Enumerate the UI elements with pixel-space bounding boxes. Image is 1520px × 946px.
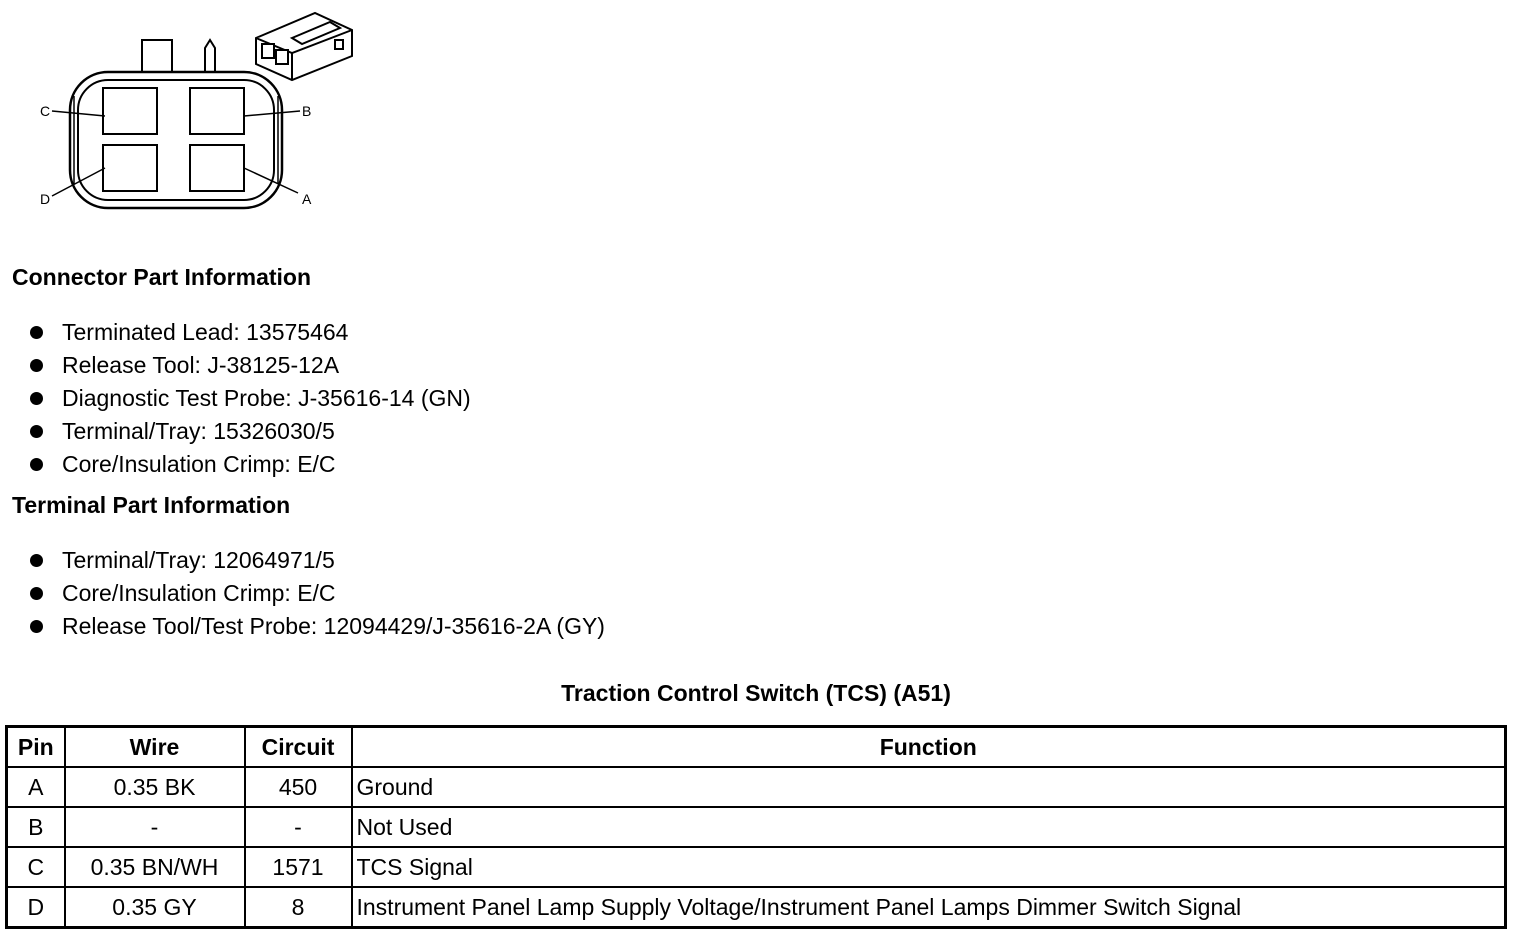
- cell-function: Not Used: [352, 807, 1506, 847]
- list-item: Terminated Lead: 13575464: [0, 316, 471, 349]
- cell-pin: C: [7, 847, 65, 887]
- list-item: Terminal/Tray: 12064971/5: [0, 544, 605, 577]
- pin-label-a: A: [302, 191, 312, 207]
- list-item: Core/Insulation Crimp: E/C: [0, 577, 605, 610]
- column-header-function: Function: [352, 727, 1506, 768]
- cell-circuit: 450: [245, 767, 352, 807]
- table-header-row: [7, 727, 1506, 768]
- pinout-table: [5, 725, 1507, 929]
- cell-wire: -: [65, 807, 245, 847]
- terminal-info-heading: Terminal Part Information: [12, 492, 291, 518]
- connector-thumbnail: [256, 13, 352, 80]
- pin-label-c: C: [40, 103, 51, 119]
- bullet-icon: [30, 554, 43, 567]
- pin-label-d: D: [40, 191, 51, 207]
- cell-function: Instrument Panel Lamp Supply Voltage/Instrument Panel Lamps Dimmer Switch Signal: [352, 887, 1506, 928]
- bullet-icon: [30, 587, 43, 600]
- cell-circuit: -: [245, 807, 352, 847]
- bullet-icon: [30, 458, 43, 471]
- cavity-b: [190, 88, 244, 134]
- cell-function: Ground: [352, 767, 1506, 807]
- cell-circuit: 1571: [245, 847, 352, 887]
- connector-latch: [205, 40, 215, 76]
- cell-wire: 0.35 BK: [65, 767, 245, 807]
- bullet-icon: [30, 359, 43, 372]
- list-item: Core/Insulation Crimp: E/C: [0, 448, 471, 481]
- cell-function: TCS Signal: [352, 847, 1506, 887]
- cell-pin: B: [7, 807, 65, 847]
- cell-pin: A: [7, 767, 65, 807]
- cavity-d: [103, 145, 157, 191]
- cavity-a: [190, 145, 244, 191]
- cell-circuit: 8: [245, 887, 352, 928]
- cell-wire: 0.35 BN/WH: [65, 847, 245, 887]
- connector-info-list: [0, 316, 471, 481]
- list-item: Terminal/Tray: 15326030/5: [0, 415, 471, 448]
- terminal-info-list: [0, 544, 605, 643]
- column-header-wire: Wire: [65, 727, 245, 768]
- pin-label-b: B: [302, 103, 312, 119]
- cell-pin: D: [7, 887, 65, 928]
- bullet-icon: [30, 425, 43, 438]
- bullet-icon: [30, 326, 43, 339]
- column-header-circuit: Circuit: [245, 727, 352, 768]
- table-row: [7, 847, 1506, 887]
- connector-diagram: [30, 8, 370, 223]
- bullet-icon: [30, 620, 43, 633]
- cavity-c: [103, 88, 157, 134]
- bullet-icon: [30, 392, 43, 405]
- column-header-pin: Pin: [7, 727, 65, 768]
- table-row: [7, 767, 1506, 807]
- connector-body-outer: [70, 72, 282, 208]
- table-row: [7, 807, 1506, 847]
- table-title: Traction Control Switch (TCS) (A51): [561, 680, 951, 706]
- list-item: Release Tool/Test Probe: 12094429/J-35616-2A (GY): [0, 610, 605, 643]
- list-item: Release Tool: J-38125-12A: [0, 349, 471, 382]
- table-row: [7, 887, 1506, 928]
- list-item: Diagnostic Test Probe: J-35616-14 (GN): [0, 382, 471, 415]
- cell-wire: 0.35 GY: [65, 887, 245, 928]
- connector-info-heading: Connector Part Information: [12, 264, 312, 290]
